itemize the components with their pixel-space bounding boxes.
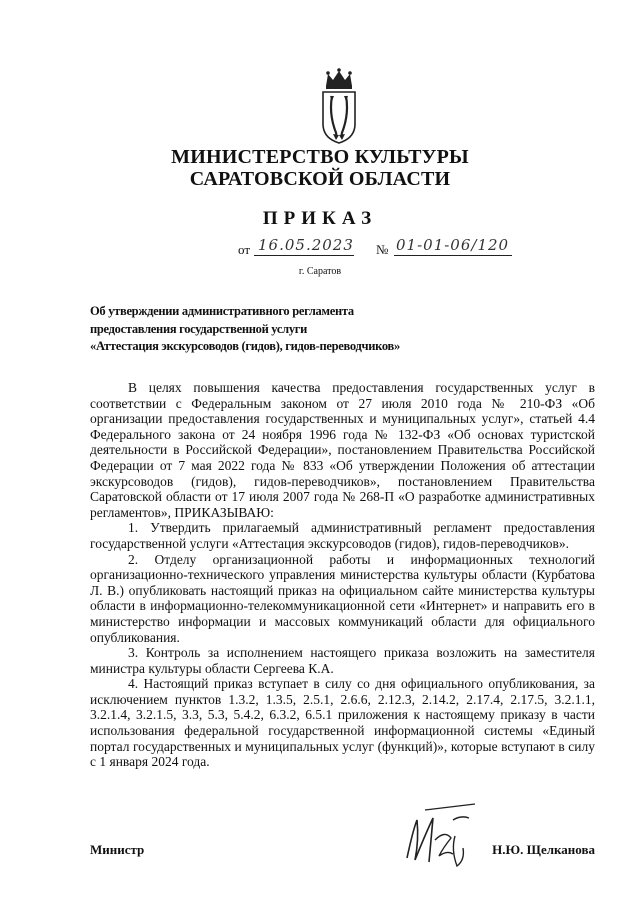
subject-line1: Об утверждении административного регламента	[90, 304, 354, 318]
signatory-name: Н.Ю. Щелканова	[492, 842, 595, 857]
subject-line3: «Аттестация экскурсоводов (гидов), гидов-переводчиков»	[90, 339, 400, 353]
ministry-name-line1: МИНИСТЕРСТВО КУЛЬТУРЫ	[171, 146, 469, 168]
city: г. Саратов	[298, 266, 342, 277]
number-value: 01-01-06/120	[396, 236, 510, 254]
number-underline	[394, 255, 512, 256]
subject-line2: предоставления государственной услуги	[90, 322, 308, 336]
date-underline	[254, 255, 354, 256]
clause-4: 4. Настоящий приказ вступает в силу со дня официального опубликования, за исключением пунктов 1.3.2, 1.3.5, 2.5.1, 2.6.6, 2.12.3, 2.14.2, 2.17.4, 2.17.5, 3.2.1.1, 3.2.1.4, 3.2.1.5, 3.3, 5.3, 5.4.2, 6.3.2, 6.5.1 приложения к настоящему приказу в части использования федеральной государственной информационной системы «Единый портал государственных и муниципальных услуг (функций)», которые вступают в силу с 1 января 2024 года.	[90, 676, 595, 770]
saratov-coat-of-arms-icon	[318, 68, 360, 144]
ministry-name-line2: САРАТОВСКОЙ ОБЛАСТИ	[189, 168, 451, 190]
order-date-number-row	[238, 236, 538, 260]
preamble-paragraph: В целях повышения качества предоставления государственных услуг в соответствии с Федеральным законом от 27 июля 2010 года № 210-ФЗ «Об организации предоставления государственных и муниципальных услуг», статьей 4.4 Федерального закона от 24 ноября 1996 года № 132-ФЗ «Об основах туристской деятельности в Российской Федерации», постановлением Правительства Российской Федерации от 7 мая 2022 года № 833 «Об утверждении Положения об аттестации экскурсоводов (гидов), гидов-переводчиков», постановлением Правительства Саратовской области от 17 июля 2007 года № 268-П «О разработке административных регламентов», ПРИКАЗЫВАЮ:	[90, 380, 595, 520]
order-title: ПРИКАЗ	[262, 208, 378, 229]
date-label: от	[238, 242, 251, 257]
clause-3: 3. Контроль за исполнением настоящего приказа возложить на заместителя министра культуры области Сергеева К.А.	[90, 645, 595, 676]
number-label: №	[376, 242, 389, 257]
signatory-title: Министр	[90, 842, 145, 857]
clause-1: 1. Утвердить прилагаемый административный регламент предоставления государственной услуги «Аттестация экскурсоводов (гидов), гидов-переводчиков».	[90, 520, 595, 551]
signature-block	[90, 838, 595, 868]
order-body	[90, 380, 595, 770]
date-value: 16.05.2023	[258, 236, 354, 254]
clause-2: 2. Отделу организационной работы и информационных технологий организационно-технического управления министерства культуры области (Курбатова Л. В.) опубликовать настоящий приказ на официальном сайте министерства культуры области в информационно-телекоммуникационной сети «Интернет» и направить его в министерство информации и массовых коммуникаций области для официального опубликования.	[90, 551, 595, 645]
